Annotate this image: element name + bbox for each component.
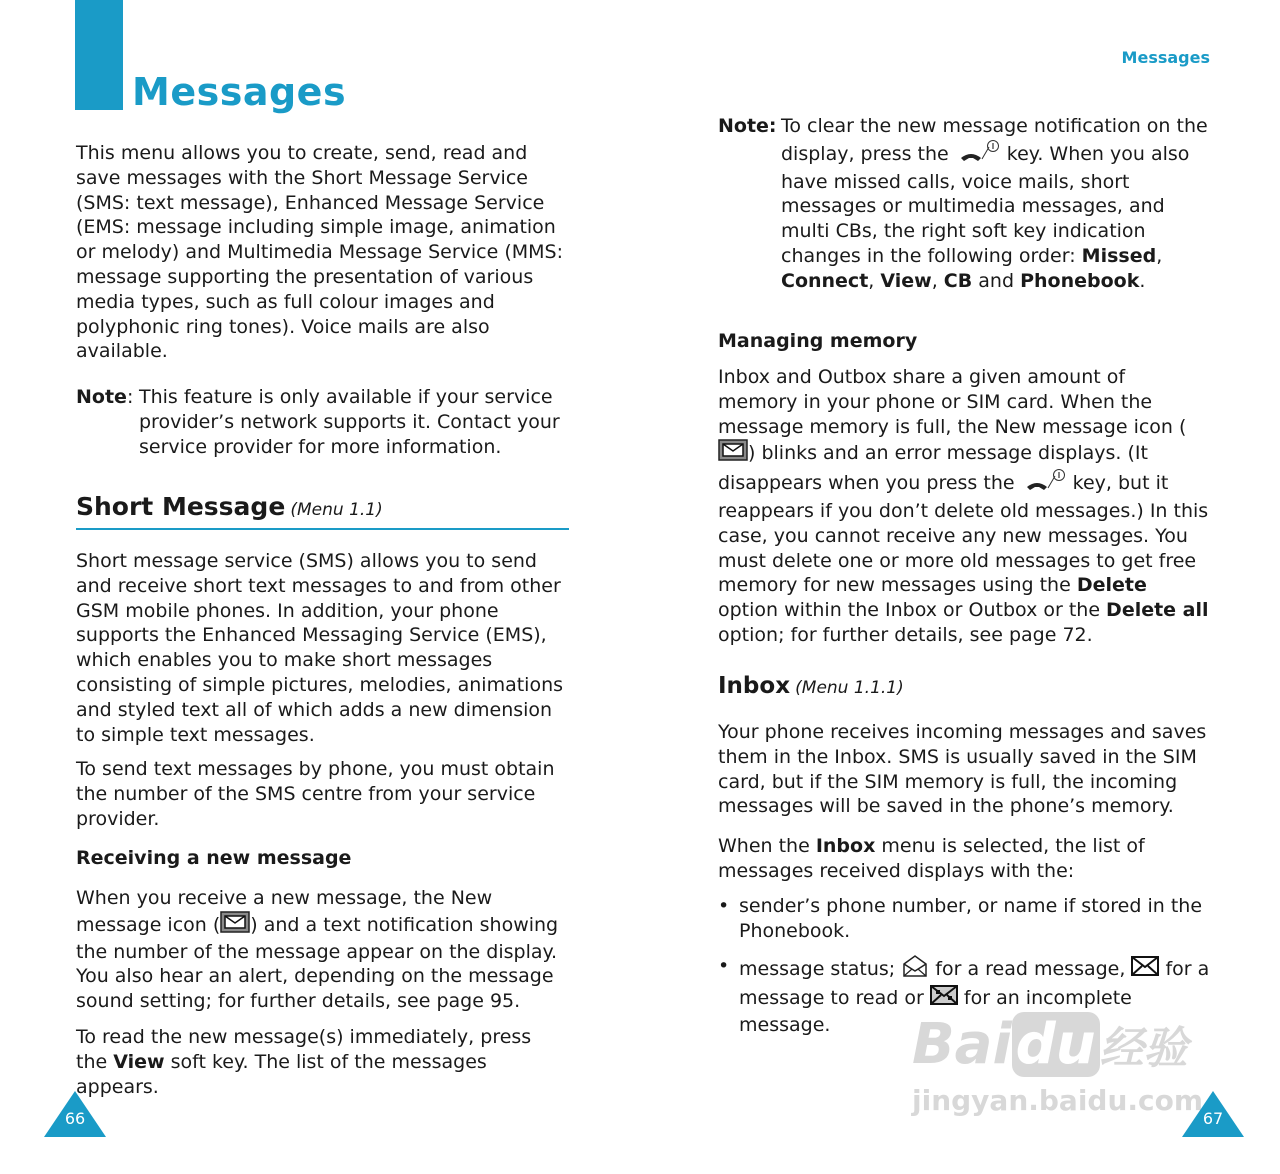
left-note: Note: This feature is only available if your service provider’s network supports it. Contact your service provider for more information.: [76, 385, 568, 459]
end-key-icon: [1021, 468, 1067, 499]
incomplete-message-icon: [930, 984, 958, 1013]
end-key-icon: [955, 139, 1001, 170]
new-message-icon: [718, 439, 748, 468]
section-title: Short Message: [76, 492, 286, 521]
list-item: • sender’s phone number, or name if stored in the Phonebook.: [718, 895, 1203, 942]
inbox-menu-ref: (Menu 1.1.1): [795, 678, 904, 698]
page-number: 67: [1202, 1109, 1224, 1128]
receiving-heading: Receiving a new message: [76, 847, 352, 869]
right-note: [718, 114, 1210, 294]
sms-paragraph-2: [76, 757, 568, 831]
note-label: Note:: [718, 115, 777, 137]
inbox-paragraph-1: Your phone receives incoming messages and saves them in the Inbox. SMS is usually saved in the SIM card, but if the SIM memory is full, the incoming messages will be saved in the phone’s memory.: [718, 721, 1207, 818]
note-text: This feature is only available if your service provider’s network supports it. Contact your service provider for more information.: [139, 386, 560, 458]
section-rule: [76, 528, 569, 530]
managing-memory-heading: Managing memory: [718, 330, 918, 352]
note-label: Note: [76, 386, 127, 408]
read-message-icon: [901, 954, 929, 985]
sms-paragraph-1: [76, 549, 568, 747]
page-number: 66: [64, 1109, 86, 1128]
sms-text-1: Short message service (SMS) allows you to send and receive short text messages to and from other GSM mobile phones. In addition, your phone supports the Enhanced Messaging Service (EMS), which enables you to make short messages consisting of simple pictures, melodies, animations and styled text all of which adds a new dimension to simple text messages.: [76, 550, 564, 746]
page-number-badge-right: [1182, 1091, 1244, 1137]
page-number-badge-left: [44, 1091, 106, 1137]
inbox-heading: [718, 673, 1210, 699]
page-title: Messages: [132, 70, 347, 114]
running-head: Messages: [1121, 48, 1210, 67]
title-accent-bar: [75, 0, 123, 110]
section-heading-short-message: [76, 492, 568, 521]
sms-text-2: To send text messages by phone, you must obtain the number of the SMS centre from your service provider.: [76, 758, 555, 830]
inbox-paragraph-2: When the Inbox menu is selected, the list of messages received displays with the:: [718, 835, 1145, 882]
receiving-paragraph-1: When you receive a new message, the New message icon ( ) and a text notification showing the number of the message appear on the display. You also hear an alert, depending on the message sound setting; for further details, see page 95.: [76, 887, 559, 1013]
intro-paragraph: [76, 141, 568, 364]
intro-text: This menu allows you to create, send, read and save messages with the Short Message Service (SMS: text message), Enhanced Message Service (EMS: message including simple image, animation or melody) and Multimedia Message Service (MMS: message supporting the presentation of various media types, such as full colour images and polyphonic ring tones). Voice mails are also available.: [76, 142, 564, 363]
list-item: • message status; for a read message, for a message to read or for an incomplete message.: [718, 954, 1210, 1037]
baidu-watermark-logo: Baidu经验: [912, 1012, 1188, 1077]
managing-memory-paragraph: Inbox and Outbox share a given amount of memory in your phone or SIM card. When the message memory is full, the New message icon () blinks and an error message displays. (It disappears when you press the key, but it reappears if you don’t delete old messages.) In this case, you cannot receive any new messages. You must delete one or more old messages to get free memory for new messages using the Delete option within the Inbox or Outbox or the Delete all option; for further details, see page 72.: [718, 366, 1209, 646]
inbox-title: Inbox: [718, 673, 791, 699]
section-menu-ref: (Menu 1.1): [290, 500, 383, 520]
note-text: To clear the new message notification on the display, press the key. When you also have missed calls, voice mails, short messages or multimedia messages, and multi CBs, the right soft key indication changes in the following order: Missed, Connect, View, CB and Phonebook.: [781, 115, 1208, 292]
view-key-label: View: [113, 1050, 165, 1073]
unread-message-icon: [1131, 955, 1159, 984]
baidu-watermark-url: jingyan.baidu.com: [912, 1084, 1204, 1117]
receiving-paragraph-2: To read the new message(s) immediately, press the View soft key. The list of the messages appears.: [76, 1026, 532, 1098]
new-message-icon: [220, 911, 250, 940]
